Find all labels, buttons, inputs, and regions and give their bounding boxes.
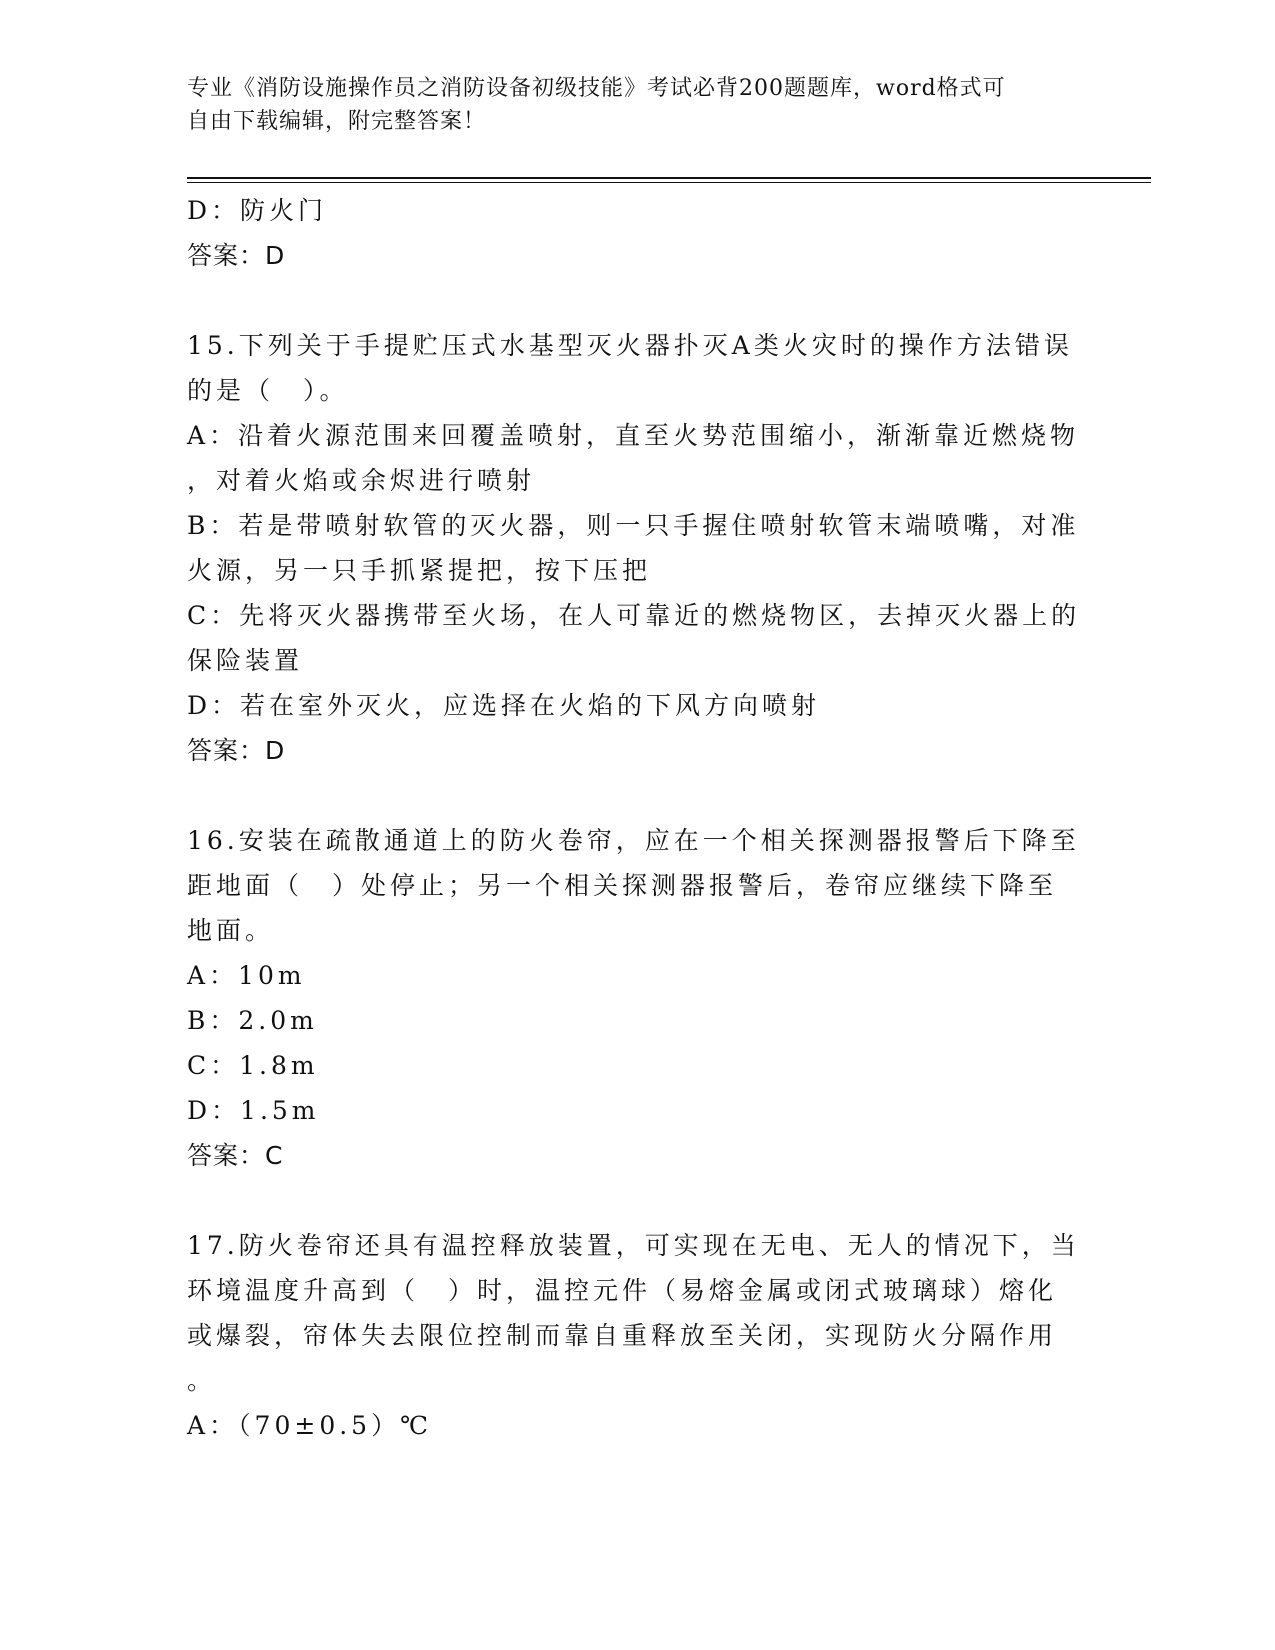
option-a: A：沿着火源范围来回覆盖喷射，直至火势范围缩小，渐渐靠近燃烧物 <box>187 421 1080 450</box>
spacer <box>187 773 1087 818</box>
previous-question-tail <box>187 188 1087 278</box>
option-c: C：1.8m <box>187 1051 319 1080</box>
question-stem: 15.下列关于手提贮压式水基型灭火器扑灭A类火灾时的操作方法错误 <box>187 331 1073 360</box>
header-rule-thin <box>187 182 1151 183</box>
option-b-cont: 火源，另一只手抓紧提把，按下压把 <box>187 556 652 585</box>
header-rule-thick <box>187 177 1151 179</box>
option-a: A：10m <box>187 961 306 990</box>
page-header <box>187 72 1067 138</box>
question-stem: 17.防火卷帘还具有温控释放装置，可实现在无电、无人的情况下，当 <box>187 1231 1080 1260</box>
option-d: D：防火门 <box>187 196 328 225</box>
header-line-1: 专业《消防设施操作员之消防设备初级技能》考试必背200题题库，word格式可 <box>187 76 1006 101</box>
option-c-cont: 保险装置 <box>187 646 304 675</box>
question-stem-cont: 或爆裂，帘体失去限位控制而靠自重释放至关闭，实现防火分隔作用 <box>187 1321 1058 1350</box>
answer-line: 答案：D <box>187 241 286 270</box>
spacer <box>187 278 1087 323</box>
question-16 <box>187 818 1087 1178</box>
question-stem-cont: 环境温度升高到（ ）时，温控元件（易熔金属或闭式玻璃球）熔化 <box>187 1276 1058 1305</box>
question-15 <box>187 323 1087 773</box>
option-d: D：1.5m <box>187 1096 320 1125</box>
answer-line: 答案：D <box>187 736 286 765</box>
question-stem-cont: 。 <box>187 1366 217 1395</box>
question-17 <box>187 1223 1087 1448</box>
option-c: C：先将灭火器携带至火场，在人可靠近的燃烧物区，去掉灭火器上的 <box>187 601 1081 630</box>
question-stem: 16.安装在疏散通道上的防火卷帘，应在一个相关探测器报警后下降至 <box>187 826 1080 855</box>
option-d: D：若在室外灭火，应选择在火焰的下风方向喷射 <box>187 691 821 720</box>
header-line-2: 自由下载编辑，附完整答案！ <box>187 109 487 134</box>
question-stem-cont: 距地面（ ）处停止；另一个相关探测器报警后，卷帘应继续下降至 <box>187 871 1058 900</box>
question-stem-cont: 的是（ ）。 <box>187 376 349 405</box>
option-b: B：若是带喷射软管的灭火器，则一只手握住喷射软管末端喷嘴，对准 <box>187 511 1080 540</box>
option-a: A：（70±0.5）℃ <box>187 1411 433 1440</box>
option-a-cont: ，对着火焰或余烬进行喷射 <box>187 466 536 495</box>
answer-line: 答案：C <box>187 1141 284 1170</box>
document-body <box>187 188 1087 1448</box>
option-b: B：2.0m <box>187 1006 318 1035</box>
spacer <box>187 1178 1087 1223</box>
question-stem-cont: 地面。 <box>187 916 275 945</box>
